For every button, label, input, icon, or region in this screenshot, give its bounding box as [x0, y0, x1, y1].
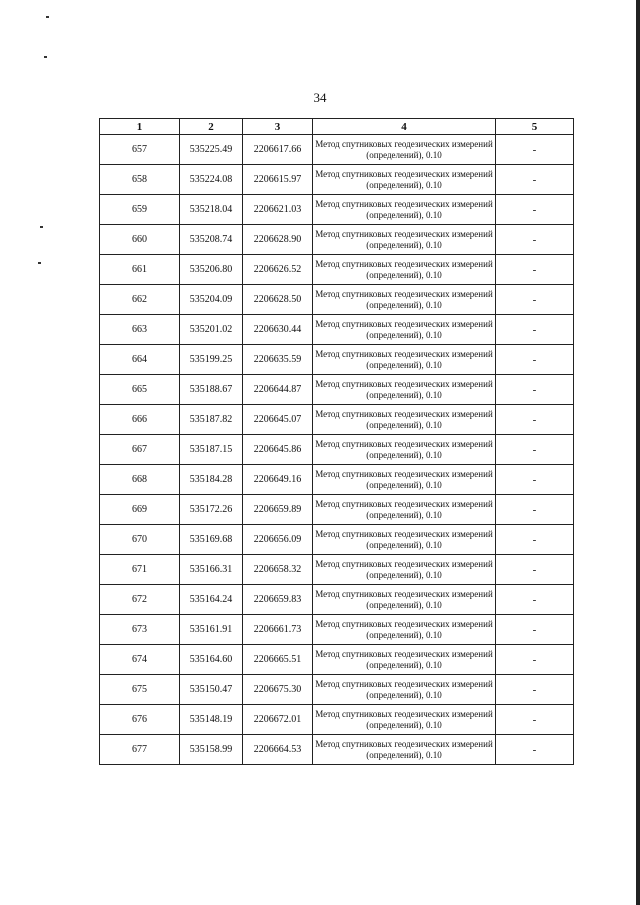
note-cell: - [496, 405, 574, 435]
method-cell: Метод спутниковых геодезических измерений (определений), 0.10 [313, 645, 496, 675]
x-coordinate-cell: 535206.80 [180, 255, 243, 285]
scan-speck [44, 56, 47, 58]
method-cell: Метод спутниковых геодезических измерений (определений), 0.10 [313, 255, 496, 285]
note-cell: - [496, 585, 574, 615]
point-number-cell: 666 [100, 405, 180, 435]
method-cell: Метод спутниковых геодезических измерений (определений), 0.10 [313, 465, 496, 495]
method-cell: Метод спутниковых геодезических измерений (определений), 0.10 [313, 375, 496, 405]
method-cell: Метод спутниковых геодезических измерений (определений), 0.10 [313, 615, 496, 645]
method-cell: Метод спутниковых геодезических измерений (определений), 0.10 [313, 135, 496, 165]
x-coordinate-cell: 535187.15 [180, 435, 243, 465]
scan-speck [46, 16, 49, 18]
table-row [100, 615, 574, 645]
point-number-cell: 669 [100, 495, 180, 525]
table-row [100, 225, 574, 255]
y-coordinate-cell: 2206659.89 [243, 495, 313, 525]
point-number-cell: 659 [100, 195, 180, 225]
y-coordinate-cell: 2206615.97 [243, 165, 313, 195]
scan-speck [38, 262, 41, 264]
note-cell: - [496, 165, 574, 195]
header-row [100, 119, 574, 135]
y-coordinate-cell: 2206645.07 [243, 405, 313, 435]
method-cell: Метод спутниковых геодезических измерений (определений), 0.10 [313, 735, 496, 765]
note-cell: - [496, 435, 574, 465]
point-number-cell: 671 [100, 555, 180, 585]
point-number-cell: 657 [100, 135, 180, 165]
y-coordinate-cell: 2206628.50 [243, 285, 313, 315]
table-row [100, 645, 574, 675]
method-cell: Метод спутниковых геодезических измерений (определений), 0.10 [313, 675, 496, 705]
x-coordinate-cell: 535218.04 [180, 195, 243, 225]
table-row [100, 405, 574, 435]
x-coordinate-cell: 535201.02 [180, 315, 243, 345]
method-cell: Метод спутниковых геодезических измерений (определений), 0.10 [313, 585, 496, 615]
method-cell: Метод спутниковых геодезических измерений (определений), 0.10 [313, 315, 496, 345]
table-row [100, 375, 574, 405]
point-number-cell: 664 [100, 345, 180, 375]
table-row [100, 315, 574, 345]
note-cell: - [496, 195, 574, 225]
y-coordinate-cell: 2206628.90 [243, 225, 313, 255]
point-number-cell: 660 [100, 225, 180, 255]
x-coordinate-cell: 535172.26 [180, 495, 243, 525]
column-header-note: 5 [496, 119, 574, 135]
note-cell: - [496, 615, 574, 645]
point-number-cell: 675 [100, 675, 180, 705]
note-cell: - [496, 255, 574, 285]
y-coordinate-cell: 2206630.44 [243, 315, 313, 345]
table-header [100, 119, 574, 135]
x-coordinate-cell: 535225.49 [180, 135, 243, 165]
note-cell: - [496, 375, 574, 405]
x-coordinate-cell: 535199.25 [180, 345, 243, 375]
y-coordinate-cell: 2206645.86 [243, 435, 313, 465]
x-coordinate-cell: 535188.67 [180, 375, 243, 405]
point-number-cell: 665 [100, 375, 180, 405]
table-row [100, 435, 574, 465]
x-coordinate-cell: 535161.91 [180, 615, 243, 645]
note-cell: - [496, 345, 574, 375]
note-cell: - [496, 135, 574, 165]
table-row [100, 555, 574, 585]
method-cell: Метод спутниковых геодезических измерений (определений), 0.10 [313, 525, 496, 555]
point-number-cell: 658 [100, 165, 180, 195]
x-coordinate-cell: 535187.82 [180, 405, 243, 435]
y-coordinate-cell: 2206672.01 [243, 705, 313, 735]
method-cell: Метод спутниковых геодезических измерений (определений), 0.10 [313, 435, 496, 465]
method-cell: Метод спутниковых геодезических измерений (определений), 0.10 [313, 195, 496, 225]
method-cell: Метод спутниковых геодезических измерений (определений), 0.10 [313, 555, 496, 585]
x-coordinate-cell: 535150.47 [180, 675, 243, 705]
table-row [100, 675, 574, 705]
point-number-cell: 674 [100, 645, 180, 675]
point-number-cell: 663 [100, 315, 180, 345]
y-coordinate-cell: 2206675.30 [243, 675, 313, 705]
note-cell: - [496, 285, 574, 315]
table-row [100, 285, 574, 315]
x-coordinate-cell: 535208.74 [180, 225, 243, 255]
y-coordinate-cell: 2206664.53 [243, 735, 313, 765]
table-row [100, 465, 574, 495]
method-cell: Метод спутниковых геодезических измерений (определений), 0.10 [313, 165, 496, 195]
page-number: 34 [313, 90, 327, 105]
point-number-cell: 676 [100, 705, 180, 735]
coordinates-table [99, 118, 574, 765]
column-header-y-coordinate: 3 [243, 119, 313, 135]
table-row [100, 255, 574, 285]
column-header-method: 4 [313, 119, 496, 135]
point-number-cell: 661 [100, 255, 180, 285]
x-coordinate-cell: 535164.24 [180, 585, 243, 615]
method-cell: Метод спутниковых геодезических измерений (определений), 0.10 [313, 405, 496, 435]
x-coordinate-cell: 535184.28 [180, 465, 243, 495]
y-coordinate-cell: 2206635.59 [243, 345, 313, 375]
note-cell: - [496, 705, 574, 735]
table-row [100, 495, 574, 525]
x-coordinate-cell: 535164.60 [180, 645, 243, 675]
note-cell: - [496, 225, 574, 255]
note-cell: - [496, 465, 574, 495]
note-cell: - [496, 525, 574, 555]
x-coordinate-cell: 535224.08 [180, 165, 243, 195]
y-coordinate-cell: 2206656.09 [243, 525, 313, 555]
y-coordinate-cell: 2206621.03 [243, 195, 313, 225]
point-number-cell: 672 [100, 585, 180, 615]
table-row [100, 705, 574, 735]
note-cell: - [496, 675, 574, 705]
x-coordinate-cell: 535148.19 [180, 705, 243, 735]
y-coordinate-cell: 2206626.52 [243, 255, 313, 285]
method-cell: Метод спутниковых геодезических измерений (определений), 0.10 [313, 285, 496, 315]
note-cell: - [496, 645, 574, 675]
note-cell: - [496, 315, 574, 345]
x-coordinate-cell: 535158.99 [180, 735, 243, 765]
table-row [100, 735, 574, 765]
y-coordinate-cell: 2206617.66 [243, 135, 313, 165]
x-coordinate-cell: 535204.09 [180, 285, 243, 315]
point-number-cell: 670 [100, 525, 180, 555]
y-coordinate-cell: 2206658.32 [243, 555, 313, 585]
x-coordinate-cell: 535166.31 [180, 555, 243, 585]
y-coordinate-cell: 2206644.87 [243, 375, 313, 405]
scan-speck [40, 226, 43, 228]
y-coordinate-cell: 2206665.51 [243, 645, 313, 675]
y-coordinate-cell: 2206659.83 [243, 585, 313, 615]
column-header-x-coordinate: 2 [180, 119, 243, 135]
method-cell: Метод спутниковых геодезических измерений (определений), 0.10 [313, 225, 496, 255]
method-cell: Метод спутниковых геодезических измерений (определений), 0.10 [313, 495, 496, 525]
point-number-cell: 667 [100, 435, 180, 465]
note-cell: - [496, 555, 574, 585]
y-coordinate-cell: 2206661.73 [243, 615, 313, 645]
point-number-cell: 662 [100, 285, 180, 315]
method-cell: Метод спутниковых геодезических измерений (определений), 0.10 [313, 705, 496, 735]
table-body [100, 135, 574, 765]
point-number-cell: 673 [100, 615, 180, 645]
point-number-cell: 668 [100, 465, 180, 495]
table-row [100, 525, 574, 555]
table-row [100, 165, 574, 195]
point-number-cell: 677 [100, 735, 180, 765]
method-cell: Метод спутниковых геодезических измерений (определений), 0.10 [313, 345, 496, 375]
note-cell: - [496, 735, 574, 765]
column-header-point-number: 1 [100, 119, 180, 135]
table-row [100, 345, 574, 375]
x-coordinate-cell: 535169.68 [180, 525, 243, 555]
y-coordinate-cell: 2206649.16 [243, 465, 313, 495]
table-row [100, 585, 574, 615]
scan-edge [636, 0, 640, 905]
table-row [100, 135, 574, 165]
table-row [100, 195, 574, 225]
note-cell: - [496, 495, 574, 525]
